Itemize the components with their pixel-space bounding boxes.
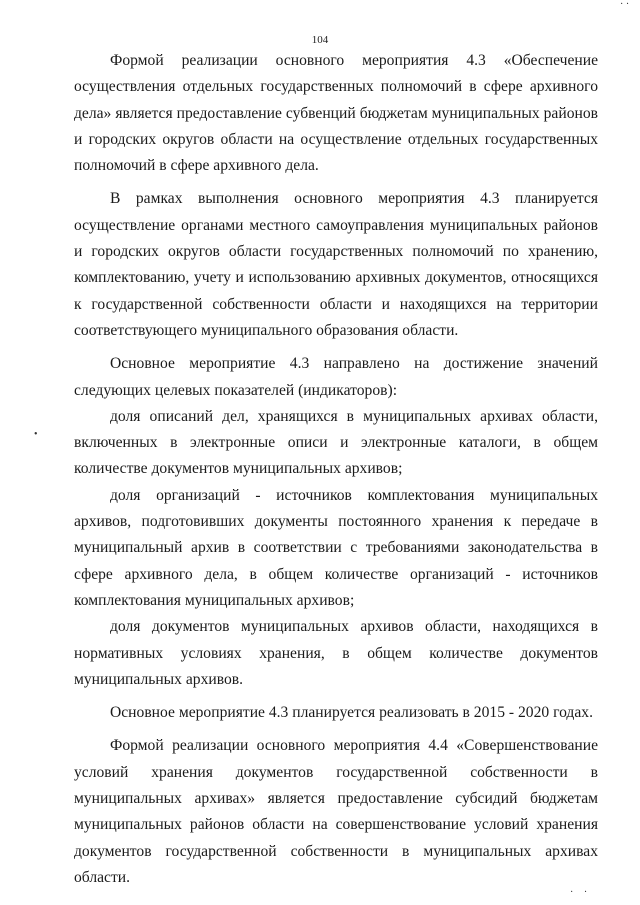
scan-mark-bottom-right: · · — [570, 887, 592, 898]
page-number: 104 — [311, 34, 329, 46]
paragraph-form-4-4: Формой реализации основного мероприятия 4.4 «Совершенствование условий хранения документов государственной собственности в муниципальных архивах» является предоставление субсидий бюджетам муниципальных районов области на совершенствование условий хранения документов государственной собственности в муниципальных архивах области. — [74, 737, 598, 886]
indicator-item-source-organizations: доля организаций - источников комплектования муниципальных архивов, подготовивших документы постоянного хранения к передаче в муниципальный архив в соответствии с требованиями законодательства в сфере архивного дела, в общем количестве организаций - источников комплектования муниципальных архивов; — [74, 486, 598, 609]
paragraph-scope-4-3: В рамках выполнения основного мероприятия 4.3 планируется осуществление органами местного самоуправления муниципальных районов и городских округов области государственных полномочий по хранению, комплектованию, учету и использованию архивных документов, относящихся к государственной собственности области и находящихся на территории соответствующего муниципального образования области. — [74, 190, 598, 339]
paragraph-form-4-3: Формой реализации основного мероприятия 4.3 «Обеспечение осуществления отдельных государственных полномочий в сфере архивного дела» является предоставление субвенций бюджетам муниципальных районов и городских округов области на осуществление отдельных государственных полномочий в сфере архивного дела. — [74, 52, 598, 175]
scan-mark-top-right: · · — [620, 0, 630, 10]
indicator-item-storage-conditions: доля документов муниципальных архивов области, находящихся в нормативных условиях хранения, в общем количестве документов муниципальных архивов. — [74, 618, 598, 688]
paragraph-period-4-3: Основное мероприятие 4.3 планируется реализовать в 2015 - 2020 годах. — [110, 704, 593, 722]
indicator-item-electronic-catalogs: доля описаний дел, хранящихся в муниципальных архивах области, включенных в электронные описи и электронные каталоги, в общем количестве документов муниципальных архивов; — [74, 407, 598, 478]
document-body — [74, 48, 598, 898]
paragraph-indicators-intro: Основное мероприятие 4.3 направлено на достижение значений следующих целевых показателей (индикаторов): — [74, 355, 598, 399]
margin-dot-mark: • — [34, 429, 38, 440]
